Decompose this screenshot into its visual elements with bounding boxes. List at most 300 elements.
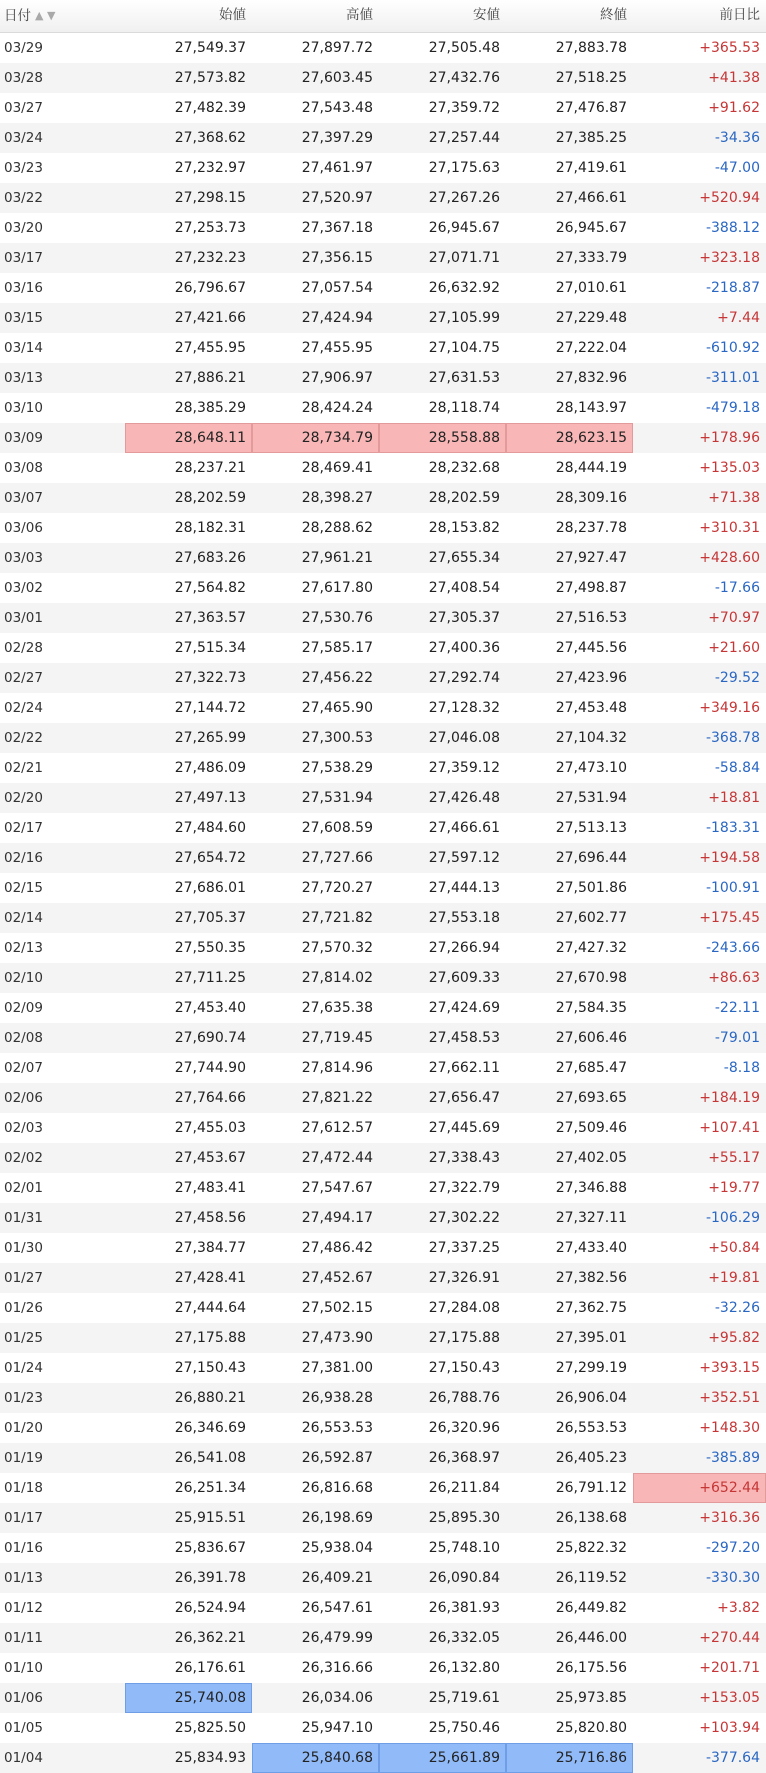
cell-date: 03/07 [0,483,125,513]
cell-change: -17.66 [633,573,766,603]
cell-close: 26,945.67 [506,213,633,243]
cell-low: 26,945.67 [379,213,506,243]
cell-date: 03/24 [0,123,125,153]
cell-date: 02/28 [0,633,125,663]
cell-open: 27,573.82 [125,63,252,93]
cell-open: 27,232.23 [125,243,252,273]
cell-close: 27,476.87 [506,93,633,123]
sort-desc-icon[interactable]: ▼ [46,9,56,22]
cell-low: 26,632.92 [379,273,506,303]
cell-close: 27,606.46 [506,1023,633,1053]
cell-open: 27,453.40 [125,993,252,1023]
cell-open: 27,421.66 [125,303,252,333]
cell-change: +428.60 [633,543,766,573]
cell-close: 27,531.94 [506,783,633,813]
cell-change: -368.78 [633,723,766,753]
cell-change: -79.01 [633,1023,766,1053]
cell-date: 02/10 [0,963,125,993]
cell-high: 27,473.90 [252,1323,379,1353]
cell-close: 28,309.16 [506,483,633,513]
cell-high: 26,409.21 [252,1563,379,1593]
cell-high: 25,938.04 [252,1533,379,1563]
cell-high: 27,603.45 [252,63,379,93]
cell-change: +18.81 [633,783,766,813]
cell-low: 27,338.43 [379,1143,506,1173]
cell-open: 27,486.09 [125,753,252,783]
cell-change: -58.84 [633,753,766,783]
cell-low: 27,359.12 [379,753,506,783]
cell-low: 28,153.82 [379,513,506,543]
cell-open: 27,253.73 [125,213,252,243]
cell-high: 27,424.94 [252,303,379,333]
cell-open: 27,744.90 [125,1053,252,1083]
cell-date: 03/13 [0,363,125,393]
column-header-date-label: 日付 [4,8,31,24]
cell-low: 27,609.33 [379,963,506,993]
cell-change: -377.64 [633,1743,766,1773]
cell-date: 01/18 [0,1473,125,1503]
cell-low: 25,748.10 [379,1533,506,1563]
cell-date: 01/19 [0,1443,125,1473]
cell-low: 27,505.48 [379,33,506,63]
cell-change: +3.82 [633,1593,766,1623]
cell-open: 27,384.77 [125,1233,252,1263]
cell-close: 25,820.80 [506,1713,633,1743]
cell-high: 26,816.68 [252,1473,379,1503]
cell-date: 02/24 [0,693,125,723]
cell-date: 01/12 [0,1593,125,1623]
cell-change: -32.26 [633,1293,766,1323]
column-header-date[interactable] [0,0,125,33]
cell-open: 26,796.67 [125,273,252,303]
cell-close: 27,402.05 [506,1143,633,1173]
cell-close: 26,138.68 [506,1503,633,1533]
cell-date: 03/02 [0,573,125,603]
cell-date: 03/06 [0,513,125,543]
cell-high: 27,456.22 [252,663,379,693]
cell-high: 25,840.68 [252,1743,379,1773]
cell-date: 01/11 [0,1623,125,1653]
cell-change: +55.17 [633,1143,766,1173]
cell-change: +91.62 [633,93,766,123]
cell-high: 27,452.67 [252,1263,379,1293]
cell-date: 03/16 [0,273,125,303]
cell-date: 02/08 [0,1023,125,1053]
cell-open: 26,524.94 [125,1593,252,1623]
cell-close: 28,237.78 [506,513,633,543]
cell-date: 01/27 [0,1263,125,1293]
cell-high: 26,592.87 [252,1443,379,1473]
cell-open: 28,385.29 [125,393,252,423]
cell-low: 25,750.46 [379,1713,506,1743]
cell-high: 27,585.17 [252,633,379,663]
cell-date: 01/04 [0,1743,125,1773]
cell-close: 25,822.32 [506,1533,633,1563]
cell-change: -243.66 [633,933,766,963]
cell-close: 27,385.25 [506,123,633,153]
cell-high: 27,961.21 [252,543,379,573]
cell-open: 25,915.51 [125,1503,252,1533]
cell-open: 27,453.67 [125,1143,252,1173]
cell-close: 26,446.00 [506,1623,633,1653]
cell-date: 03/17 [0,243,125,273]
cell-low: 26,090.84 [379,1563,506,1593]
column-header-open[interactable]: 始値 [125,0,252,33]
cell-change: +19.81 [633,1263,766,1293]
cell-high: 28,288.62 [252,513,379,543]
cell-high: 27,821.22 [252,1083,379,1113]
cell-change: +86.63 [633,963,766,993]
cell-close: 28,143.97 [506,393,633,423]
cell-high: 27,461.97 [252,153,379,183]
cell-close: 26,175.56 [506,1653,633,1683]
cell-date: 03/20 [0,213,125,243]
cell-low: 27,257.44 [379,123,506,153]
cell-change: -330.30 [633,1563,766,1593]
cell-date: 03/09 [0,423,125,453]
cell-open: 27,497.13 [125,783,252,813]
cell-low: 25,895.30 [379,1503,506,1533]
cell-low: 27,426.48 [379,783,506,813]
cell-date: 03/15 [0,303,125,333]
cell-high: 27,502.15 [252,1293,379,1323]
cell-low: 27,655.34 [379,543,506,573]
cell-high: 27,397.29 [252,123,379,153]
cell-change: +148.30 [633,1413,766,1443]
cell-open: 27,455.03 [125,1113,252,1143]
cell-high: 27,530.76 [252,603,379,633]
cell-date: 03/27 [0,93,125,123]
cell-date: 01/17 [0,1503,125,1533]
cell-open: 26,346.69 [125,1413,252,1443]
cell-change: +194.58 [633,843,766,873]
cell-date: 02/13 [0,933,125,963]
column-header-change[interactable]: 前日比 [633,0,766,33]
cell-high: 27,486.42 [252,1233,379,1263]
cell-close: 26,405.23 [506,1443,633,1473]
cell-high: 27,472.44 [252,1143,379,1173]
cell-date: 03/01 [0,603,125,633]
cell-open: 25,836.67 [125,1533,252,1563]
cell-close: 27,685.47 [506,1053,633,1083]
cell-high: 27,814.02 [252,963,379,993]
cell-low: 27,445.69 [379,1113,506,1143]
cell-close: 27,333.79 [506,243,633,273]
cell-close: 26,553.53 [506,1413,633,1443]
cell-change: +178.96 [633,423,766,453]
cell-open: 27,549.37 [125,33,252,63]
cell-open: 28,648.11 [125,423,252,453]
cell-date: 01/16 [0,1533,125,1563]
cell-open: 26,362.21 [125,1623,252,1653]
cell-low: 26,132.80 [379,1653,506,1683]
cell-low: 27,458.53 [379,1023,506,1053]
cell-date: 01/13 [0,1563,125,1593]
cell-close: 27,466.61 [506,183,633,213]
cell-change: +41.38 [633,63,766,93]
cell-low: 28,202.59 [379,483,506,513]
cell-high: 27,570.32 [252,933,379,963]
cell-change: +310.31 [633,513,766,543]
cell-close: 26,119.52 [506,1563,633,1593]
cell-change: +175.45 [633,903,766,933]
cell-open: 27,690.74 [125,1023,252,1053]
cell-low: 26,381.93 [379,1593,506,1623]
cell-change: +323.18 [633,243,766,273]
cell-close: 27,516.53 [506,603,633,633]
cell-close: 26,449.82 [506,1593,633,1623]
cell-change: +135.03 [633,453,766,483]
cell-close: 27,693.65 [506,1083,633,1113]
cell-close: 26,791.12 [506,1473,633,1503]
cell-open: 25,825.50 [125,1713,252,1743]
cell-high: 27,547.67 [252,1173,379,1203]
cell-high: 26,034.06 [252,1683,379,1713]
cell-high: 26,479.99 [252,1623,379,1653]
cell-change: -8.18 [633,1053,766,1083]
cell-open: 25,740.08 [125,1683,252,1713]
column-header-low[interactable]: 安値 [379,0,506,33]
cell-date: 03/28 [0,63,125,93]
cell-open: 25,834.93 [125,1743,252,1773]
cell-change: +50.84 [633,1233,766,1263]
cell-low: 27,104.75 [379,333,506,363]
cell-low: 27,284.08 [379,1293,506,1323]
cell-close: 27,602.77 [506,903,633,933]
cell-close: 27,299.19 [506,1353,633,1383]
cell-open: 27,458.56 [125,1203,252,1233]
cell-low: 27,150.43 [379,1353,506,1383]
cell-low: 27,466.61 [379,813,506,843]
cell-open: 27,705.37 [125,903,252,933]
cell-high: 28,424.24 [252,393,379,423]
cell-date: 02/27 [0,663,125,693]
cell-low: 27,337.25 [379,1233,506,1263]
cell-open: 26,880.21 [125,1383,252,1413]
cell-close: 27,513.13 [506,813,633,843]
cell-change: +352.51 [633,1383,766,1413]
column-header-close[interactable]: 終値 [506,0,633,33]
cell-close: 27,427.32 [506,933,633,963]
cell-close: 27,362.75 [506,1293,633,1323]
cell-open: 27,483.41 [125,1173,252,1203]
cell-low: 27,071.71 [379,243,506,273]
cell-low: 27,175.88 [379,1323,506,1353]
cell-low: 26,320.96 [379,1413,506,1443]
cell-low: 28,232.68 [379,453,506,483]
cell-low: 26,368.97 [379,1443,506,1473]
cell-date: 03/03 [0,543,125,573]
cell-change: +7.44 [633,303,766,333]
cell-high: 26,553.53 [252,1413,379,1443]
cell-low: 27,046.08 [379,723,506,753]
cell-open: 28,237.21 [125,453,252,483]
cell-low: 27,444.13 [379,873,506,903]
cell-high: 26,938.28 [252,1383,379,1413]
cell-change: -34.36 [633,123,766,153]
cell-date: 01/26 [0,1293,125,1323]
cell-open: 27,265.99 [125,723,252,753]
cell-change: +70.97 [633,603,766,633]
cell-date: 02/16 [0,843,125,873]
cell-open: 27,564.82 [125,573,252,603]
cell-change: +520.94 [633,183,766,213]
cell-low: 26,788.76 [379,1383,506,1413]
cell-close: 27,382.56 [506,1263,633,1293]
cell-open: 26,251.34 [125,1473,252,1503]
cell-close: 27,222.04 [506,333,633,363]
cell-close: 27,696.44 [506,843,633,873]
cell-low: 25,719.61 [379,1683,506,1713]
cell-high: 26,316.66 [252,1653,379,1683]
cell-close: 27,433.40 [506,1233,633,1263]
cell-low: 27,128.32 [379,693,506,723]
cell-close: 27,419.61 [506,153,633,183]
cell-date: 03/08 [0,453,125,483]
cell-low: 27,656.47 [379,1083,506,1113]
cell-date: 02/09 [0,993,125,1023]
cell-date: 01/23 [0,1383,125,1413]
cell-high: 27,381.00 [252,1353,379,1383]
cell-high: 27,520.97 [252,183,379,213]
cell-low: 27,408.54 [379,573,506,603]
cell-date: 03/23 [0,153,125,183]
cell-close: 27,584.35 [506,993,633,1023]
cell-close: 27,395.01 [506,1323,633,1353]
cell-date: 01/25 [0,1323,125,1353]
cell-change: +107.41 [633,1113,766,1143]
cell-open: 27,455.95 [125,333,252,363]
cell-change: +153.05 [633,1683,766,1713]
cell-low: 27,305.37 [379,603,506,633]
cell-date: 01/05 [0,1713,125,1743]
cell-high: 27,531.94 [252,783,379,813]
cell-open: 27,654.72 [125,843,252,873]
cell-open: 27,686.01 [125,873,252,903]
sort-icon[interactable] [35,0,55,31]
cell-open: 27,175.88 [125,1323,252,1353]
cell-low: 27,359.72 [379,93,506,123]
cell-high: 27,465.90 [252,693,379,723]
cell-open: 26,176.61 [125,1653,252,1683]
sort-asc-icon[interactable]: ▲ [35,9,44,22]
cell-open: 27,368.62 [125,123,252,153]
cell-low: 27,631.53 [379,363,506,393]
cell-change: -29.52 [633,663,766,693]
cell-date: 02/17 [0,813,125,843]
cell-high: 27,719.45 [252,1023,379,1053]
cell-close: 27,010.61 [506,273,633,303]
cell-close: 27,104.32 [506,723,633,753]
cell-change: -22.11 [633,993,766,1023]
cell-high: 28,734.79 [252,423,379,453]
cell-low: 25,661.89 [379,1743,506,1773]
cell-change: +349.16 [633,693,766,723]
cell-close: 27,832.96 [506,363,633,393]
cell-high: 28,469.41 [252,453,379,483]
cell-low: 27,266.94 [379,933,506,963]
cell-change: -100.91 [633,873,766,903]
cell-open: 27,482.39 [125,93,252,123]
cell-close: 27,229.48 [506,303,633,333]
cell-change: +95.82 [633,1323,766,1353]
cell-low: 27,105.99 [379,303,506,333]
cell-open: 27,515.34 [125,633,252,663]
cell-change: -47.00 [633,153,766,183]
cell-open: 27,150.43 [125,1353,252,1383]
cell-low: 27,400.36 [379,633,506,663]
cell-change: +393.15 [633,1353,766,1383]
cell-low: 27,597.12 [379,843,506,873]
cell-change: -297.20 [633,1533,766,1563]
cell-change: +316.36 [633,1503,766,1533]
cell-date: 02/02 [0,1143,125,1173]
cell-low: 27,326.91 [379,1263,506,1293]
cell-change: -311.01 [633,363,766,393]
cell-high: 27,617.80 [252,573,379,603]
cell-open: 27,764.66 [125,1083,252,1113]
cell-high: 27,897.72 [252,33,379,63]
cell-change: -388.12 [633,213,766,243]
cell-close: 27,670.98 [506,963,633,993]
cell-open: 28,202.59 [125,483,252,513]
cell-date: 03/22 [0,183,125,213]
cell-low: 27,662.11 [379,1053,506,1083]
cell-open: 27,484.60 [125,813,252,843]
cell-high: 27,814.96 [252,1053,379,1083]
cell-close: 27,498.87 [506,573,633,603]
cell-change: +652.44 [633,1473,766,1503]
cell-high: 27,455.95 [252,333,379,363]
cell-change: -479.18 [633,393,766,423]
cell-date: 03/10 [0,393,125,423]
cell-low: 27,292.74 [379,663,506,693]
cell-change: +270.44 [633,1623,766,1653]
cell-high: 27,612.57 [252,1113,379,1143]
cell-close: 27,327.11 [506,1203,633,1233]
cell-low: 27,302.22 [379,1203,506,1233]
cell-open: 27,363.57 [125,603,252,633]
cell-open: 27,232.97 [125,153,252,183]
column-header-high[interactable]: 高値 [252,0,379,33]
cell-high: 26,547.61 [252,1593,379,1623]
cell-date: 01/10 [0,1653,125,1683]
cell-high: 27,494.17 [252,1203,379,1233]
cell-high: 27,906.97 [252,363,379,393]
cell-high: 25,947.10 [252,1713,379,1743]
cell-open: 27,322.73 [125,663,252,693]
cell-low: 27,553.18 [379,903,506,933]
cell-date: 02/01 [0,1173,125,1203]
cell-change: +365.53 [633,33,766,63]
cell-date: 02/06 [0,1083,125,1113]
cell-open: 28,182.31 [125,513,252,543]
cell-close: 28,623.15 [506,423,633,453]
cell-change: +21.60 [633,633,766,663]
cell-open: 27,550.35 [125,933,252,963]
cell-high: 27,635.38 [252,993,379,1023]
cell-high: 27,356.15 [252,243,379,273]
cell-close: 27,501.86 [506,873,633,903]
cell-date: 02/03 [0,1113,125,1143]
cell-open: 26,541.08 [125,1443,252,1473]
cell-close: 27,927.47 [506,543,633,573]
cell-low: 27,267.26 [379,183,506,213]
cell-date: 02/15 [0,873,125,903]
cell-change: +103.94 [633,1713,766,1743]
cell-close: 27,445.56 [506,633,633,663]
cell-high: 27,057.54 [252,273,379,303]
